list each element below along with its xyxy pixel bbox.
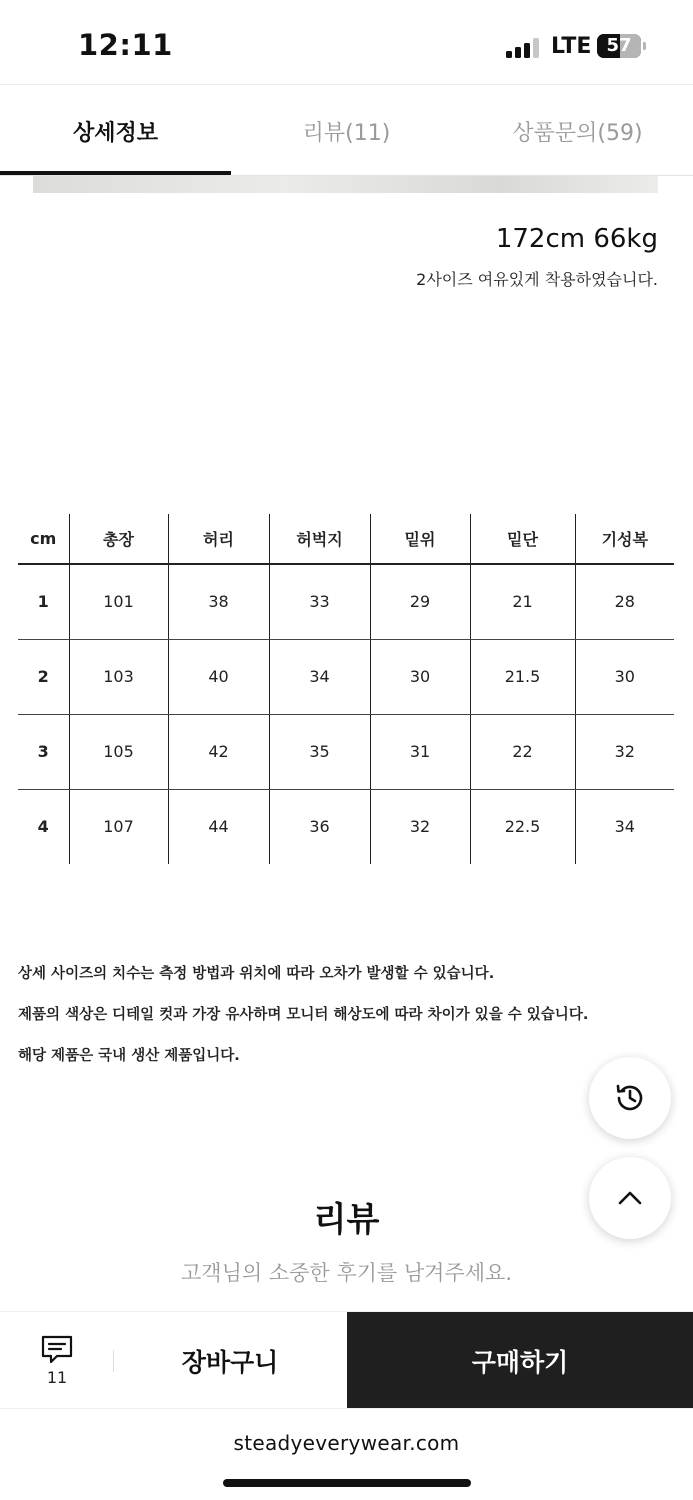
status-time: 12:11 — [78, 28, 173, 62]
product-photo — [33, 176, 658, 193]
size-label: 3 — [18, 714, 69, 789]
tab-details[interactable]: 상세정보 — [72, 120, 158, 146]
table-cell: 101 — [69, 564, 168, 639]
tab-inquiries[interactable]: 상품문의(59) — [512, 120, 643, 146]
size-table — [18, 514, 674, 864]
table-cell: 34 — [269, 639, 370, 714]
buy-now-button[interactable]: 구매하기 — [347, 1312, 693, 1409]
table-row — [18, 564, 674, 639]
review-section-subtitle: 고객님의 소중한 후기를 남겨주세요. — [181, 1261, 512, 1285]
header-total-length: 총장 — [69, 514, 168, 564]
battery-icon — [597, 34, 641, 58]
table-cell: 29 — [370, 564, 470, 639]
table-cell: 36 — [269, 789, 370, 864]
note-measurement: 상세 사이즈의 치수는 측정 방법과 위치에 따라 오차가 발생할 수 있습니다. — [18, 966, 495, 982]
header-standard-size: 기성복 — [575, 514, 674, 564]
battery-level: 57 — [606, 35, 632, 56]
home-indicator[interactable] — [223, 1479, 471, 1487]
chat-count: 11 — [46, 1368, 68, 1387]
table-cell: 22.5 — [470, 789, 575, 864]
url-text[interactable]: steadyeverywear.com — [233, 1431, 460, 1455]
size-table-header — [18, 514, 674, 564]
add-to-cart-button[interactable]: 장바구니 — [181, 1347, 279, 1377]
size-label: 4 — [37, 817, 49, 837]
bottom-action-bar — [0, 1311, 693, 1408]
table-cell: 22 — [470, 714, 575, 789]
product-notes — [18, 954, 588, 1077]
table-row — [18, 714, 674, 789]
table-cell: 103 — [69, 639, 168, 714]
chat-icon — [40, 1334, 74, 1366]
header-thigh: 허벅지 — [269, 514, 370, 564]
table-cell: 34 — [575, 789, 674, 864]
table-cell: 31 — [370, 714, 470, 789]
table-cell: 33 — [269, 564, 370, 639]
recent-history-button[interactable] — [589, 1057, 671, 1139]
table-cell: 21.5 — [470, 639, 575, 714]
table-cell: 44 — [168, 789, 269, 864]
review-chat-button[interactable] — [22, 1330, 92, 1394]
browser-url-bar[interactable] — [0, 1408, 693, 1500]
header-rise: 밑위 — [370, 514, 470, 564]
table-cell: 30 — [575, 639, 674, 714]
network-type: LTE — [551, 34, 592, 59]
size-label: 2 — [18, 639, 69, 714]
header-unit: cm — [18, 514, 69, 564]
table-cell: 42 — [168, 714, 269, 789]
history-icon — [612, 1080, 648, 1116]
status-bar — [0, 0, 693, 84]
table-cell: 21 — [470, 564, 575, 639]
model-height-weight: 172cm 66kg — [495, 224, 658, 254]
battery-tip — [643, 42, 646, 50]
table-row — [18, 639, 674, 714]
model-fit-note: 2사이즈 여유있게 착용하였습니다. — [416, 270, 658, 289]
table-cell: 32 — [370, 789, 470, 864]
table-cell: 32 — [575, 714, 674, 789]
table-cell: 107 — [69, 789, 168, 864]
table-cell: 30 — [370, 639, 470, 714]
table-cell: 105 — [69, 714, 168, 789]
size-label: 1 — [18, 564, 69, 639]
tab-reviews[interactable]: 리뷰(11) — [302, 120, 391, 146]
signal-icon — [506, 38, 540, 58]
header-hem: 밑단 — [470, 514, 575, 564]
table-cell: 38 — [168, 564, 269, 639]
table-cell: 28 — [575, 564, 674, 639]
header-waist: 허리 — [168, 514, 269, 564]
review-section-title: 리뷰 — [313, 1200, 380, 1240]
table-row — [18, 789, 674, 864]
product-tabs — [0, 84, 693, 176]
note-origin: 해당 제품은 국내 생산 제품입니다. — [18, 1048, 240, 1064]
table-cell: 35 — [269, 714, 370, 789]
table-cell: 40 — [168, 639, 269, 714]
note-color: 제품의 색상은 디테일 컷과 가장 유사하며 모니터 해상도에 따라 차이가 있을 수 있습니다. — [18, 1007, 589, 1023]
